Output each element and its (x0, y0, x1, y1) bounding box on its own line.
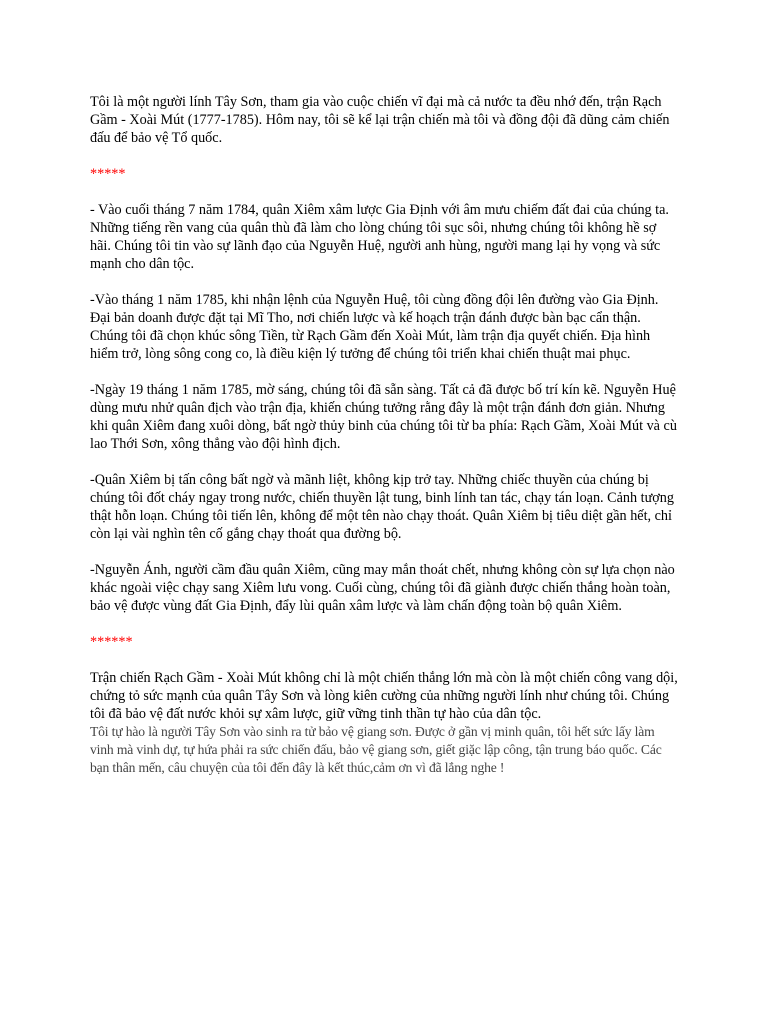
paragraph-3: -Ngày 19 tháng 1 năm 1785, mờ sáng, chúng tôi đã sẵn sàng. Tất cả đã được bố trí kín kẽ. Nguyễn Huệ dùng mưu nhử quân địch vào trận địa, khiến chúng tưởng rằng đây là một trận đánh đơn giản. Nhưng khi quân Xiêm đang xuôi dòng, bất ngờ thủy binh của chúng tôi từ ba phía: Rạch Gầm, Xoài Mút và cù lao Thới Sơn, xông thẳng vào đội hình địch. (90, 382, 677, 452)
paragraph-1: - Vào cuối tháng 7 năm 1784, quân Xiêm xâm lược Gia Định với âm mưu chiếm đất đai của chúng ta. Những tiếng rền vang của quân thù đã làm cho lòng chúng tôi sục sôi, nhưng chúng tôi không hề sợ hãi. Chúng tôi tin vào sự lãnh đạo của Nguyễn Huệ, người anh hùng, người mang lại hy vọng và sức mạnh cho dân tộc. (90, 202, 669, 272)
paragraph-2: -Vào tháng 1 năm 1785, khi nhận lệnh của Nguyễn Huệ, tôi cùng đồng đội lên đường vào Gia Định. Đại bản doanh được đặt tại Mĩ Tho, nơi chiến lược và kế hoạch trận đánh được bàn bạc cẩn thận. Chúng tôi đã chọn khúc sông Tiền, từ Rạch Gầm đến Xoài Mút, làm trận địa quyết chiến. Địa hình hiểm trở, lòng sông cong co, là điều kiện lý tưởng để chúng tôi triển khai chiến thuật mai phục. (90, 292, 659, 362)
separator-stars-1: ***** (90, 166, 126, 182)
conclusion-paragraph: Trận chiến Rạch Gầm - Xoài Mút không chỉ là một chiến thắng lớn mà còn là một chiến công vang dội, chứng tỏ sức mạnh của quân Tây Sơn và lòng kiên cường của những người lính như chúng tôi. Chúng tôi đã bảo vệ đất nước khỏi sự xâm lược, giữ vững tinh thần tự hào của dân tộc. (90, 670, 678, 722)
closing-paragraph: Tôi tự hào là người Tây Sơn vào sinh ra tử bảo vệ giang sơn. Được ở gần vị minh quân, tôi hết sức lấy làm vinh mà vinh dự, tự hứa phải ra sức chiến đấu, bảo vệ giang sơn, giết giặc lập công, tận trung báo quốc. Các bạn thân mến, câu chuyện của tôi đến đây là kết thúc,cảm ơn vì đã lắng nghe ! (90, 724, 662, 775)
intro-paragraph: Tôi là một người lính Tây Sơn, tham gia vào cuộc chiến vĩ đại mà cả nước ta đều nhớ đến, trận Rạch Gầm - Xoài Mút (1777-1785). Hôm nay, tôi sẽ kể lại trận chiến mà tôi và đồng đội đã dũng cảm chiến đấu để bảo vệ Tổ quốc. (90, 94, 670, 146)
paragraph-4: -Quân Xiêm bị tấn công bất ngờ và mãnh liệt, không kịp trở tay. Những chiếc thuyền của chúng bị chúng tôi đốt cháy ngay trong nước, chiến thuyền lật tung, binh lính tan tác, chạy tán loạn. Cảnh tượng thật hỗn loạn. Chúng tôi tiến lên, không để một tên nào chạy thoát. Quân Xiêm bị tiêu diệt gần hết, chỉ còn lại vài nghìn tên cố gắng chạy thoát qua đường bộ. (90, 472, 674, 542)
paragraph-5: -Nguyễn Ánh, người cầm đầu quân Xiêm, cũng may mắn thoát chết, nhưng không còn sự lựa chọn nào khác ngoài việc chạy sang Xiêm lưu vong. Cuối cùng, chúng tôi đã giành được chiến thắng hoàn toàn, bảo vệ được vùng đất Gia Định, đẩy lùi quân xâm lược và làm chấn động toàn bộ quân Xiêm. (90, 562, 675, 614)
separator-stars-2: ****** (90, 634, 133, 650)
document-page (90, 93, 680, 777)
